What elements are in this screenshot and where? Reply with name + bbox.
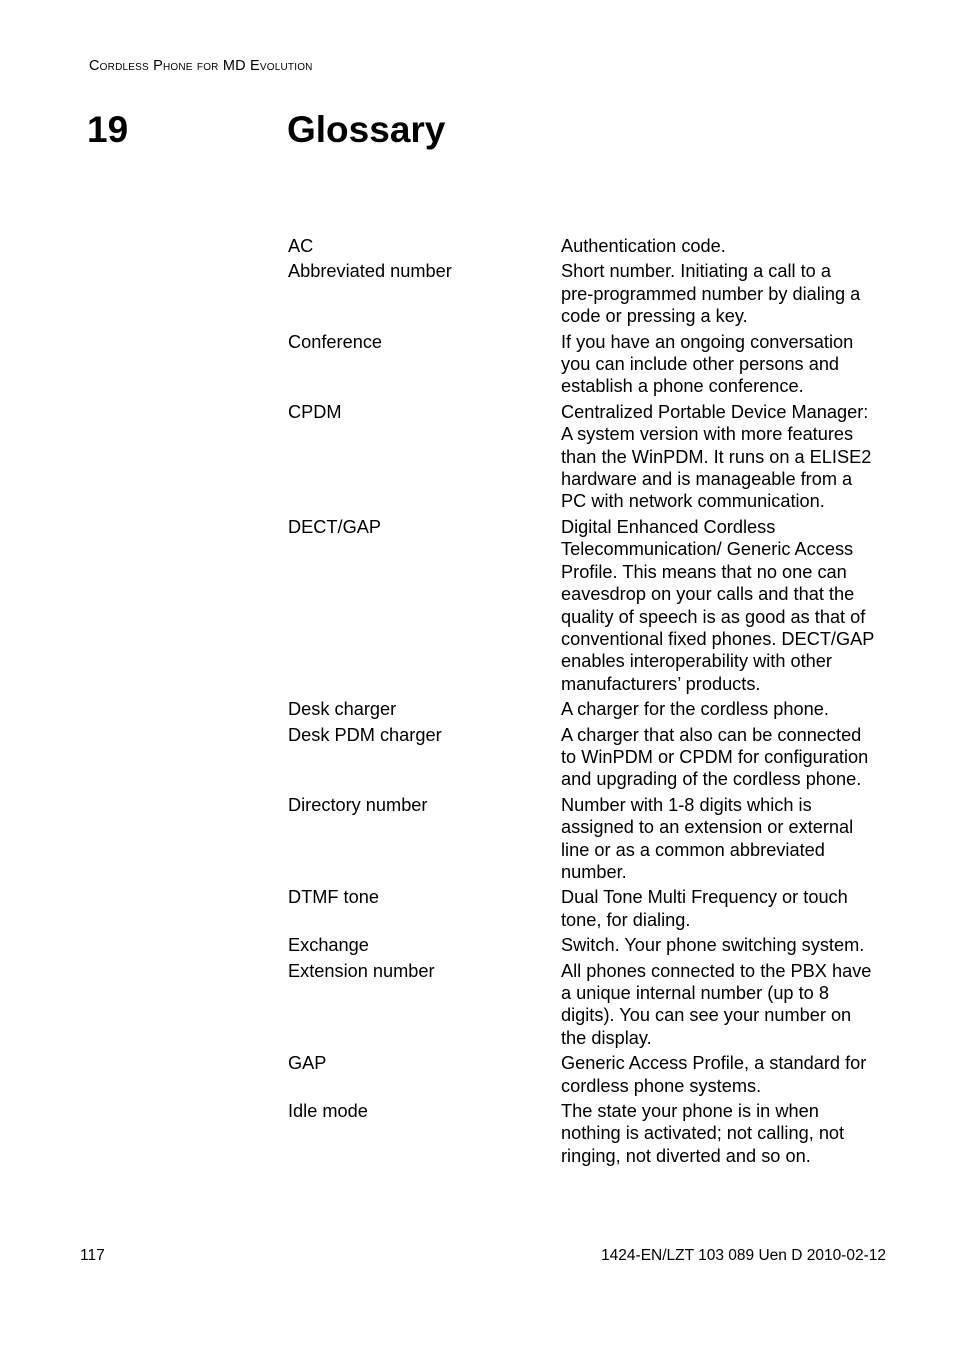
glossary-entry [288, 886, 898, 931]
glossary-entry [288, 1100, 898, 1167]
glossary-definition: Short number. Initiating a call to a pre-programmed number by dialing a code or pressing a key. [561, 261, 861, 327]
glossary-term: Desk PDM charger [288, 724, 442, 745]
glossary-term: Abbreviated number [288, 261, 452, 282]
glossary-definition: A charger that also can be connected to WinPDM or CPDM for configuration and upgrading of the cordless phone. [561, 724, 869, 790]
glossary-entry [288, 724, 898, 791]
glossary-term: DECT/GAP [288, 516, 381, 537]
chapter-title: Glossary [287, 109, 446, 150]
glossary-definition: Number with 1-8 digits which is assigned to an extension or external line or as a common abbreviated number. [561, 794, 854, 882]
glossary-term: Extension number [288, 960, 435, 981]
glossary-term: Directory number [288, 794, 428, 815]
glossary-term: Conference [288, 331, 383, 352]
glossary-term: AC [288, 236, 314, 256]
glossary-term: GAP [288, 1053, 327, 1074]
glossary-entry [288, 698, 898, 720]
glossary-entry [288, 401, 898, 513]
glossary-entry [288, 960, 898, 1050]
glossary-definition: Centralized Portable Device Manager: A system version with more features than the WinPDM. It runs on a ELISE2 hardware and is manageable from a PC with network communication. [561, 401, 872, 512]
glossary-definition: A charger for the cordless phone. [561, 699, 829, 720]
glossary-definition: If you have an ongoing conversation you can include other persons and establish a phone conference. [561, 331, 854, 397]
document-reference: 1424-EN/LZT 103 089 Uen D 2010-02-12 [601, 1247, 886, 1264]
chapter-number: 19 [87, 109, 129, 150]
glossary-entry [288, 1052, 898, 1097]
glossary-entry [288, 235, 898, 257]
glossary-definition: Switch. Your phone switching system. [561, 935, 865, 956]
glossary-term: CPDM [288, 401, 342, 422]
glossary-list [288, 235, 898, 1170]
glossary-entry [288, 794, 898, 884]
glossary-term: Exchange [288, 935, 369, 956]
running-header: Cordless Phone for MD Evolution [89, 58, 313, 74]
glossary-definition: Generic Access Profile, a standard for cordless phone systems. [561, 1053, 867, 1096]
glossary-definition: Authentication code. [561, 236, 726, 256]
glossary-definition: The state your phone is in when nothing is activated; not calling, not ringing, not diverted and so on. [561, 1101, 845, 1166]
glossary-term: Desk charger [288, 699, 397, 720]
glossary-entry [288, 331, 898, 398]
glossary-definition: Dual Tone Multi Frequency or touch tone, for dialing. [561, 887, 848, 930]
page-number: 117 [80, 1247, 105, 1264]
glossary-entry [288, 934, 898, 956]
glossary-entry [288, 516, 898, 695]
glossary-term: DTMF tone [288, 887, 379, 908]
glossary-term: Idle mode [288, 1101, 368, 1122]
glossary-entry [288, 260, 898, 327]
glossary-definition: All phones connected to the PBX have a unique internal number (up to 8 digits). You can see your number on the display. [561, 960, 872, 1048]
glossary-definition: Digital Enhanced Cordless Telecommunication/ Generic Access Profile. This means that no one can eavesdrop on your calls and that the quality of speech is as good as that of conventional fixed phones. DECT/GAP enables interoperability with other manufacturers’ products. [561, 516, 875, 694]
